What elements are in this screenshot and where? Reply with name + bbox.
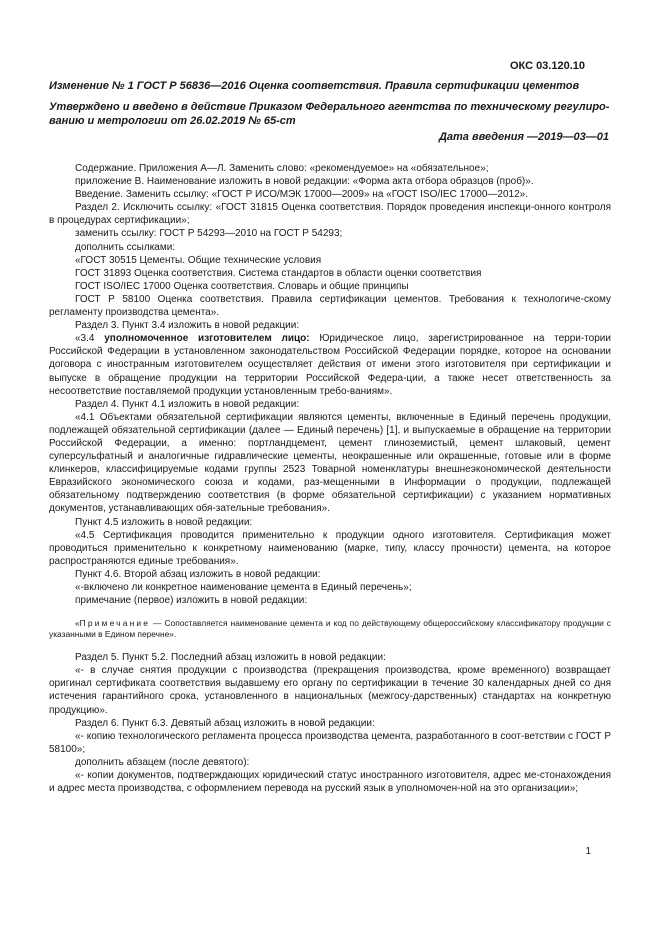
paragraph: заменить ссылку: ГОСТ Р 54293—2010 на ГОСТ Р 54293; <box>75 228 343 240</box>
approval-line-1: Утверждено и введено в действие Приказом Федерального агентства по техническому регулиро- <box>49 101 610 113</box>
paragraph: приложение В. Наименование изложить в новой редакции: «Форма акта отбора образцов (проб)». <box>75 176 534 188</box>
paragraph: Раздел 4. Пункт 4.1 изложить в новой редакции: <box>75 398 300 410</box>
paragraph: «- в случае снятия продукции с производства (прекращения производства, кроме временного) возвращает оригинал сертификата соответствия выдавшему его органу по сертификации в течение 30 календарных дней со дня истечения гарантийного срока, установленного в национальных (межгосу-дарственных) стандартах на конкретную продукцию». <box>49 665 611 716</box>
paragraph: Раздел 5. Пункт 5.2. Последний абзац изложить в новой редакции: <box>75 652 386 664</box>
paragraph: ГОСТ Р 58100 Оценка соответствия. Правила сертификации цементов. Требования к технологиче-скому регламенту производства цемента». <box>49 293 611 319</box>
definition-text: Юридическое лицо, зарегистрированное на терри-тории Российской Федерации в установленном законодательством Российской Федерации порядке, которое на основании договора с иностранным изготовителем осуществляет действия от имени этого изготовителя при сертификации и выпуске в обращение продукции на территории Российской Федера-ции, а также несет ответственность за несоответствие поставляемой продукции установленным требо-ваниям». <box>49 333 611 397</box>
note <box>49 618 611 640</box>
approval-statement <box>49 101 611 128</box>
paragraph: Раздел 3. Пункт 3.4 изложить в новой редакции: <box>75 320 300 332</box>
paragraph: Введение. Заменить ссылку: «ГОСТ Р ИСО/МЭК 17000—2009» на «ГОСТ ISO/IEC 17000—2012». <box>75 189 528 201</box>
paragraph: Раздел 2. Исключить ссылку: «ГОСТ 31815 Оценка соответствия. Порядок проведения инспекци-онного контроля в процедурах сертификации»; <box>49 202 611 227</box>
paragraph: «- копию технологического регламента процесса производства цемента, разработанного в соот-ветствии с ГОСТ Р 58100»; <box>49 730 611 755</box>
approval-line-2: ванию и метрологии от 26.02.2019 № 65-ст <box>49 114 296 127</box>
paragraph: «4.5 Сертификация проводится применительно к продукции одного изготовителя. Сертификация может проводиться применительно к конкретному наименованию (марке, типу, классу прочности) цемента, на которое распространяются единые требования». <box>49 529 611 567</box>
paragraph: «-включено ли конкретное наименование цемента в Единый перечень»; <box>75 582 412 593</box>
document-title: Изменение № 1 ГОСТ Р 56836—2016 Оценка соответствия. Правила сертификации цементов <box>49 80 580 92</box>
note-label: Примечание <box>79 618 151 629</box>
paragraph: дополнить ссылками: <box>75 241 176 253</box>
note-text: — Сопоставляется наименование цемента и код по действующему общероссийскому классификатору продукции с указанными в Едином перечне». <box>49 618 611 640</box>
paragraph: Пункт 4.5 изложить в новой редакции: <box>75 516 253 528</box>
paragraph: Содержание. Приложения А—Л. Заменить слово: «рекомендуемое» на «обязательное»; <box>75 163 489 174</box>
note-open-quote: « <box>75 618 80 629</box>
paragraph: ГОСТ 31893 Оценка соответствия. Система стандартов в области оценки соответствия <box>75 267 482 279</box>
paragraph-definition <box>49 332 611 397</box>
paragraph: «- копии документов, подтверждающих юридический статус иностранного изготовителя, адрес ме-стонахождения и адрес места производства, с оформлением перевода на русский язык в уполномочен-ной на это организации»; <box>49 770 611 795</box>
okc-code: ОКС 03.120.10 <box>509 60 585 72</box>
definition-number: «3.4 <box>75 333 105 345</box>
paragraph: «4.1 Объектами обязательной сертификации являются цементы, включенные в Единый перечень продукции, подлежащей обязательной сертификации (далее — Единый перечень) [1], и выпускаемые в обращение на территории Российской Федерации, а именно: портландцемент, цемент глиноземистый, цемент шлаковый, цемент суперсульфатный и аналогичные гидравлические цементы, неокрашенные или окрашенные, готовые или в форме клинкеров, классифицируемые кодами группы 2523 Товарной номенклатуры внешнеэкономической деятельности Евразийского экономического союза и кодами, раз-мещенными в Информации о продукции, подлежащей обязательному подтверждению соответствия (в форме обязательной сертификации) с указанием нормативных документов, устанавливающих обя-зательные требования». <box>49 411 611 515</box>
paragraph: Раздел 6. Пункт 6.3. Девятый абзац изложить в новой редакции: <box>75 717 375 729</box>
paragraph: дополнить абзацем (после девятого): <box>75 756 250 768</box>
paragraph: «ГОСТ 30515 Цементы. Общие технические условия <box>75 254 322 266</box>
paragraph: Пункт 4.6. Второй абзац изложить в новой редакции: <box>75 568 321 580</box>
paragraph: ГОСТ ISO/IEC 17000 Оценка соответствия. Словарь и общие принципы <box>75 280 409 292</box>
paragraph: примечание (первое) изложить в новой редакции: <box>75 595 308 607</box>
definition-term: уполномоченное изготовителем лицо: <box>104 333 310 345</box>
document-body <box>49 162 611 795</box>
page-number: 1 <box>585 846 591 857</box>
effective-date: Дата введения —2019—03—01 <box>438 131 609 143</box>
